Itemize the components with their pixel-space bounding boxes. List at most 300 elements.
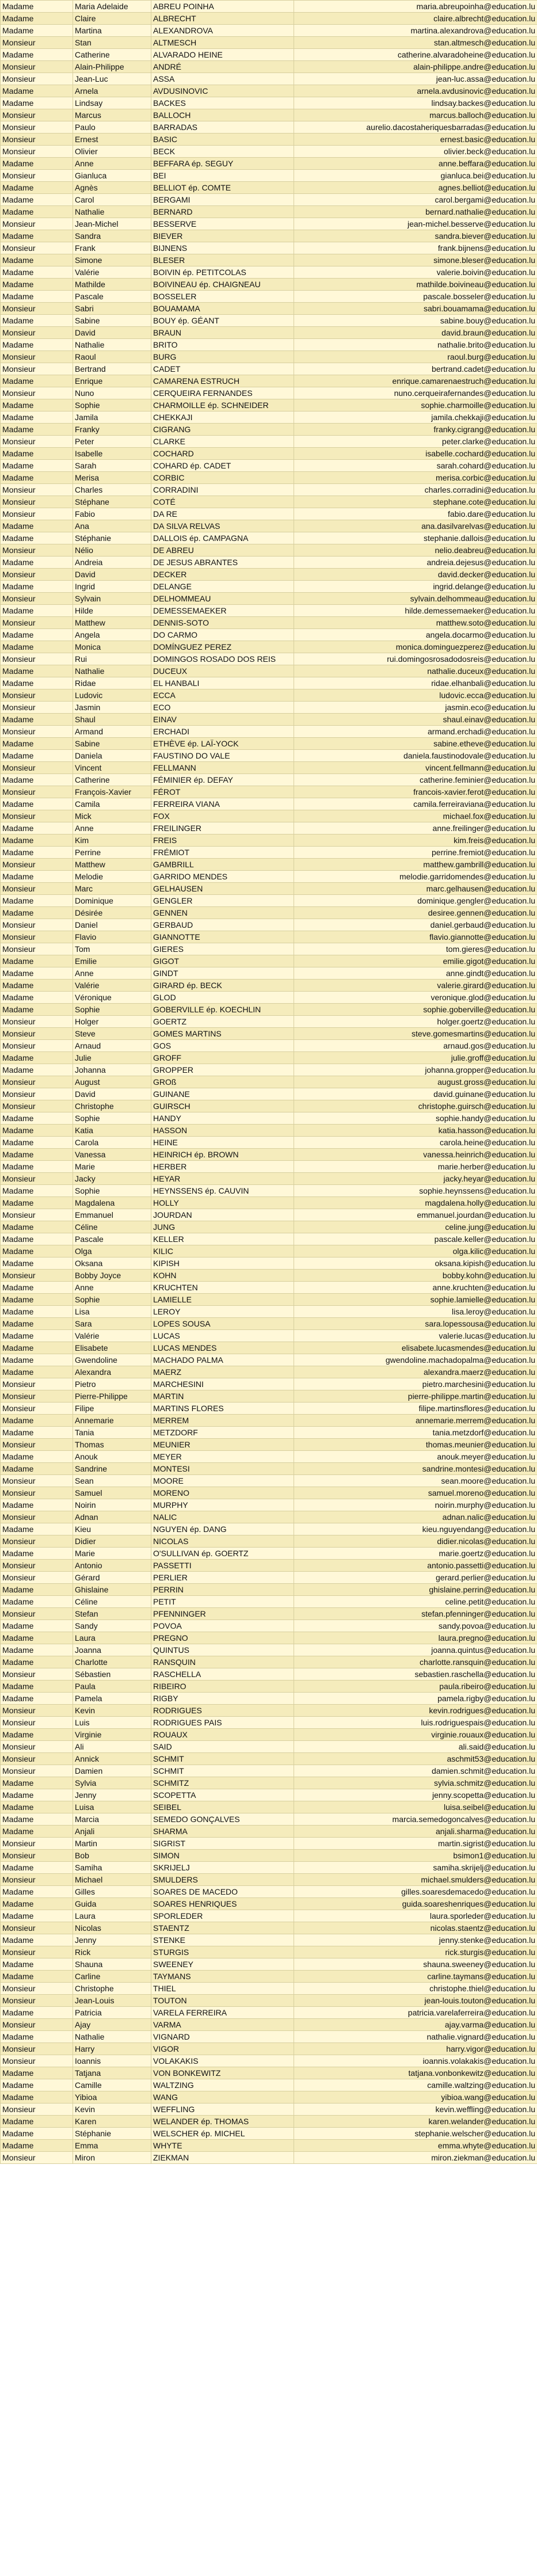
email-cell: franky.cigrang@education.lu [294,424,537,436]
table-row [1,883,537,895]
salutation-cell: Monsieur [1,146,73,158]
salutation-cell: Madame [1,1318,73,1330]
last-name-cell: PASSETTI [151,1560,294,1572]
salutation-cell: Madame [1,1451,73,1463]
last-name-cell: GENNEN [151,907,294,919]
email-cell: olga.kilic@education.lu [294,1245,537,1257]
table-row [1,943,537,955]
email-cell: emilie.gigot@education.lu [294,955,537,967]
first-name-cell: Pierre-Philippe [73,1390,151,1403]
salutation-cell: Madame [1,460,73,472]
last-name-cell: QUINTUS [151,1644,294,1656]
table-row [1,109,537,121]
last-name-cell: DENNIS-SOTO [151,617,294,629]
table-row [1,508,537,520]
first-name-cell: Marcus [73,109,151,121]
first-name-cell: Raoul [73,351,151,363]
table-row [1,2140,537,2152]
table-row [1,641,537,653]
email-cell: julie.groff@education.lu [294,1052,537,1064]
salutation-cell: Monsieur [1,810,73,822]
email-cell: antonio.passetti@education.lu [294,1560,537,1572]
email-cell: carola.heine@education.lu [294,1137,537,1149]
email-cell: christophe.guirsch@education.lu [294,1100,537,1112]
first-name-cell: Pascale [73,1233,151,1245]
email-cell: jenny.stenke@education.lu [294,1934,537,1946]
table-row [1,472,537,484]
first-name-cell: Bob [73,1850,151,1862]
salutation-cell: Monsieur [1,109,73,121]
last-name-cell: BOSSELER [151,291,294,303]
last-name-cell: DOMÍNGUEZ PEREZ [151,641,294,653]
salutation-cell: Monsieur [1,1511,73,1523]
email-cell: sandra.biever@education.lu [294,230,537,242]
salutation-cell: Monsieur [1,363,73,375]
last-name-cell: KRUCHTEN [151,1282,294,1294]
email-cell: kevin.rodrigues@education.lu [294,1705,537,1717]
email-cell: sarah.cohard@education.lu [294,460,537,472]
email-cell: sophie.charmoille@education.lu [294,399,537,411]
first-name-cell: Katia [73,1125,151,1137]
last-name-cell: GIERES [151,943,294,955]
last-name-cell: BOIVINEAU ép. CHAIGNEAU [151,279,294,291]
first-name-cell: Emma [73,2140,151,2152]
last-name-cell: GUIRSCH [151,1100,294,1112]
table-row [1,375,537,387]
email-cell: michael.smulders@education.lu [294,1874,537,1886]
first-name-cell: Gwendoline [73,1354,151,1366]
last-name-cell: SKRIJELJ [151,1862,294,1874]
first-name-cell: Sabine [73,738,151,750]
table-row [1,1270,537,1282]
last-name-cell: FREILINGER [151,822,294,834]
table-row [1,1257,537,1270]
salutation-cell: Madame [1,1632,73,1644]
first-name-cell: Julie [73,1052,151,1064]
first-name-cell: Sylvain [73,593,151,605]
email-cell: ernest.basic@education.lu [294,134,537,146]
table-row [1,1826,537,1838]
table-row [1,2055,537,2067]
salutation-cell: Madame [1,677,73,689]
table-row [1,689,537,702]
email-cell: ana.dasilvarelvas@education.lu [294,520,537,532]
salutation-cell: Madame [1,194,73,206]
table-row [1,291,537,303]
first-name-cell: Joanna [73,1644,151,1656]
email-cell: ridae.elhanbali@education.lu [294,677,537,689]
email-cell: frank.bijnens@education.lu [294,242,537,254]
salutation-cell: Madame [1,1596,73,1608]
salutation-cell: Madame [1,158,73,170]
salutation-cell: Monsieur [1,303,73,315]
salutation-cell: Monsieur [1,1874,73,1886]
salutation-cell: Monsieur [1,1560,73,1572]
first-name-cell: Christophe [73,1100,151,1112]
first-name-cell: Ana [73,520,151,532]
table-row [1,919,537,931]
salutation-cell: Madame [1,2031,73,2043]
table-row [1,1016,537,1028]
first-name-cell: Isabelle [73,448,151,460]
first-name-cell: Damien [73,1765,151,1777]
email-cell: harry.vigor@education.lu [294,2043,537,2055]
email-cell: ali.said@education.lu [294,1741,537,1753]
table-row [1,49,537,61]
table-row [1,1934,537,1946]
email-cell: peter.clarke@education.lu [294,436,537,448]
table-row [1,665,537,677]
last-name-cell: FERREIRA VIANA [151,798,294,810]
salutation-cell: Madame [1,895,73,907]
email-cell: celine.jung@education.lu [294,1221,537,1233]
last-name-cell: WELSCHER ép. MICHEL [151,2128,294,2140]
last-name-cell: DECKER [151,569,294,581]
last-name-cell: COHARD ép. CADET [151,460,294,472]
salutation-cell: Madame [1,992,73,1004]
last-name-cell: GINDT [151,967,294,980]
salutation-cell: Madame [1,798,73,810]
table-row [1,1378,537,1390]
last-name-cell: SMULDERS [151,1874,294,1886]
salutation-cell: Madame [1,1330,73,1342]
table-row [1,387,537,399]
last-name-cell: BECK [151,146,294,158]
last-name-cell: BLESER [151,254,294,266]
table-row [1,834,537,847]
first-name-cell: Laura [73,1632,151,1644]
email-cell: stephanie.dallois@education.lu [294,532,537,544]
first-name-cell: Martin [73,1838,151,1850]
email-cell: maria.abreupoinha@education.lu [294,1,537,13]
email-cell: desiree.gennen@education.lu [294,907,537,919]
salutation-cell: Madame [1,1729,73,1741]
table-row [1,1596,537,1608]
table-row [1,2116,537,2128]
last-name-cell: CHEKKAJI [151,411,294,424]
email-cell: laura.pregno@education.lu [294,1632,537,1644]
first-name-cell: Catherine [73,774,151,786]
email-cell: ludovic.ecca@education.lu [294,689,537,702]
email-cell: daniel.gerbaud@education.lu [294,919,537,931]
email-cell: anne.beffara@education.lu [294,158,537,170]
salutation-cell: Madame [1,1427,73,1439]
email-cell: laura.sporleder@education.lu [294,1910,537,1922]
last-name-cell: SEMEDO GONÇALVES [151,1813,294,1826]
first-name-cell: Catherine [73,49,151,61]
last-name-cell: NGUYEN ép. DANG [151,1523,294,1535]
last-name-cell: SHARMA [151,1826,294,1838]
last-name-cell: SAID [151,1741,294,1753]
email-cell: ingrid.delange@education.lu [294,581,537,593]
last-name-cell: BERNARD [151,206,294,218]
first-name-cell: Rick [73,1946,151,1958]
email-cell: jean-michel.besserve@education.lu [294,218,537,230]
email-cell: valerie.girard@education.lu [294,980,537,992]
email-cell: martin.sigrist@education.lu [294,1838,537,1850]
last-name-cell: GARRIDO MENDES [151,871,294,883]
salutation-cell: Madame [1,1898,73,1910]
email-cell: simone.bleser@education.lu [294,254,537,266]
salutation-cell: Monsieur [1,617,73,629]
table-row [1,1499,537,1511]
email-cell: celine.petit@education.lu [294,1596,537,1608]
table-row [1,1342,537,1354]
first-name-cell: Rui [73,653,151,665]
email-cell: august.gross@education.lu [294,1076,537,1088]
first-name-cell: Marcia [73,1813,151,1826]
first-name-cell: Filipe [73,1403,151,1415]
salutation-cell: Monsieur [1,37,73,49]
table-row [1,1535,537,1548]
salutation-cell: Madame [1,1306,73,1318]
first-name-cell: Enrique [73,375,151,387]
email-cell: alexandra.maerz@education.lu [294,1366,537,1378]
email-cell: isabelle.cochard@education.lu [294,448,537,460]
last-name-cell: EL HANBALI [151,677,294,689]
email-cell: olivier.beck@education.lu [294,146,537,158]
table-row [1,726,537,738]
first-name-cell: Désirée [73,907,151,919]
last-name-cell: SPORLEDER [151,1910,294,1922]
email-cell: jean-luc.assa@education.lu [294,73,537,85]
table-row [1,1209,537,1221]
email-cell: marie.herber@education.lu [294,1161,537,1173]
salutation-cell: Madame [1,847,73,859]
first-name-cell: Fabio [73,508,151,520]
table-row [1,1245,537,1257]
email-cell: nathalie.brito@education.lu [294,339,537,351]
last-name-cell: BRAUN [151,327,294,339]
table-row [1,1838,537,1850]
first-name-cell: Samiha [73,1862,151,1874]
first-name-cell: Ajay [73,2019,151,2031]
last-name-cell: GAMBRILL [151,859,294,871]
first-name-cell: Sophie [73,1294,151,1306]
last-name-cell: BOUY ép. GÉANT [151,315,294,327]
salutation-cell: Madame [1,1656,73,1668]
first-name-cell: Jacky [73,1173,151,1185]
salutation-cell: Madame [1,774,73,786]
email-cell: charles.corradini@education.lu [294,484,537,496]
table-row [1,762,537,774]
email-cell: sophie.heynssens@education.lu [294,1185,537,1197]
first-name-cell: Carola [73,1137,151,1149]
table-row [1,557,537,569]
table-row [1,158,537,170]
first-name-cell: Ridae [73,677,151,689]
table-row [1,774,537,786]
first-name-cell: Holger [73,1016,151,1028]
table-row [1,822,537,834]
last-name-cell: FELLMANN [151,762,294,774]
salutation-cell: Madame [1,266,73,279]
table-row [1,363,537,375]
first-name-cell: Harry [73,2043,151,2055]
first-name-cell: Sophie [73,1112,151,1125]
last-name-cell: WALTZING [151,2079,294,2091]
first-name-cell: Kieu [73,1523,151,1535]
table-row [1,2019,537,2031]
table-row [1,1995,537,2007]
last-name-cell: ETHÈVE ép. LAÏ-YOCK [151,738,294,750]
salutation-cell: Madame [1,1958,73,1971]
email-cell: perrine.fremiot@education.lu [294,847,537,859]
last-name-cell: BIJNENS [151,242,294,254]
last-name-cell: SIGRIST [151,1838,294,1850]
email-cell: sabri.bouamama@education.lu [294,303,537,315]
salutation-cell: Madame [1,1282,73,1294]
first-name-cell: Sabri [73,303,151,315]
email-cell: steve.gomesmartins@education.lu [294,1028,537,1040]
table-row [1,1439,537,1451]
table-row [1,1958,537,1971]
last-name-cell: GOS [151,1040,294,1052]
salutation-cell: Madame [1,1886,73,1898]
email-cell: hilde.demessemaeker@education.lu [294,605,537,617]
last-name-cell: SIMON [151,1850,294,1862]
first-name-cell: Jenny [73,1934,151,1946]
email-cell: ajay.varma@education.lu [294,2019,537,2031]
salutation-cell: Madame [1,557,73,569]
salutation-cell: Monsieur [1,242,73,254]
email-cell: jasmin.eco@education.lu [294,702,537,714]
last-name-cell: FAUSTINO DO VALE [151,750,294,762]
first-name-cell: Merisa [73,472,151,484]
table-row [1,1197,537,1209]
first-name-cell: Ingrid [73,581,151,593]
salutation-cell: Madame [1,182,73,194]
table-row [1,581,537,593]
first-name-cell: Nathalie [73,2031,151,2043]
first-name-cell: Arnela [73,85,151,97]
salutation-cell: Madame [1,2007,73,2019]
salutation-cell: Madame [1,1644,73,1656]
table-row [1,1318,537,1330]
last-name-cell: DA SILVA RELVAS [151,520,294,532]
last-name-cell: PERLIER [151,1572,294,1584]
table-row [1,1366,537,1378]
table-row [1,1741,537,1753]
email-cell: pascale.bosseler@education.lu [294,291,537,303]
table-row [1,424,537,436]
last-name-cell: LUCAS [151,1330,294,1342]
table-row [1,617,537,629]
last-name-cell: GIGOT [151,955,294,967]
email-cell: sophie.handy@education.lu [294,1112,537,1125]
table-row [1,955,537,967]
table-row [1,569,537,581]
first-name-cell: Stéphanie [73,532,151,544]
first-name-cell: Nicolas [73,1922,151,1934]
email-cell: anne.kruchten@education.lu [294,1282,537,1294]
email-cell: virginie.rouaux@education.lu [294,1729,537,1741]
last-name-cell: DE JESUS ABRANTES [151,557,294,569]
first-name-cell: Yibioa [73,2091,151,2104]
last-name-cell: BERGAMI [151,194,294,206]
table-row [1,1052,537,1064]
last-name-cell: TOUTON [151,1995,294,2007]
last-name-cell: JOURDAN [151,1209,294,1221]
first-name-cell: Thomas [73,1439,151,1451]
first-name-cell: Vincent [73,762,151,774]
last-name-cell: SEIBEL [151,1801,294,1813]
salutation-cell: Monsieur [1,1850,73,1862]
salutation-cell: Monsieur [1,1076,73,1088]
first-name-cell: Valérie [73,1330,151,1342]
table-row [1,1862,537,1874]
first-name-cell: Tom [73,943,151,955]
last-name-cell: STAENTZ [151,1922,294,1934]
salutation-cell: Madame [1,1125,73,1137]
table-row [1,1753,537,1765]
salutation-cell: Madame [1,399,73,411]
last-name-cell: CERQUEIRA FERNANDES [151,387,294,399]
salutation-cell: Madame [1,665,73,677]
table-row [1,2007,537,2019]
first-name-cell: Shauna [73,1958,151,1971]
table-row [1,218,537,230]
email-cell: marcia.semedogoncalves@education.lu [294,1813,537,1826]
table-row [1,25,537,37]
email-cell: stephane.cote@education.lu [294,496,537,508]
email-cell: magdalena.holly@education.lu [294,1197,537,1209]
table-row [1,1644,537,1656]
table-row [1,1330,537,1342]
salutation-cell: Madame [1,822,73,834]
salutation-cell: Monsieur [1,1741,73,1753]
table-row [1,1632,537,1644]
email-cell: rui.domingosrosadodosreis@education.lu [294,653,537,665]
first-name-cell: Gérard [73,1572,151,1584]
first-name-cell: Sandy [73,1620,151,1632]
salutation-cell: Madame [1,871,73,883]
email-cell: guida.soareshenriques@education.lu [294,1898,537,1910]
last-name-cell: RANSQUIN [151,1656,294,1668]
table-row [1,1777,537,1789]
last-name-cell: RIGBY [151,1693,294,1705]
table-row [1,931,537,943]
table-row [1,1874,537,1886]
last-name-cell: FÉMINIER ép. DEFAY [151,774,294,786]
salutation-cell: Monsieur [1,1983,73,1995]
email-cell: annemarie.merrem@education.lu [294,1415,537,1427]
email-cell: alain-philippe.andre@education.lu [294,61,537,73]
last-name-cell: FREIS [151,834,294,847]
first-name-cell: Kevin [73,2104,151,2116]
table-row [1,496,537,508]
table-row [1,1789,537,1801]
last-name-cell: PETIT [151,1596,294,1608]
first-name-cell: Steve [73,1028,151,1040]
email-cell: sara.lopessousa@education.lu [294,1318,537,1330]
first-name-cell: Anne [73,158,151,170]
salutation-cell: Madame [1,25,73,37]
table-row [1,1028,537,1040]
salutation-cell: Monsieur [1,883,73,895]
last-name-cell: ECO [151,702,294,714]
email-cell: filipe.martinsflores@education.lu [294,1403,537,1415]
salutation-cell: Madame [1,472,73,484]
last-name-cell: DE ABREU [151,544,294,557]
salutation-cell: Madame [1,254,73,266]
table-row [1,182,537,194]
first-name-cell: Sophie [73,399,151,411]
email-cell: flavio.giannotte@education.lu [294,931,537,943]
last-name-cell: DUCEUX [151,665,294,677]
last-name-cell: GROß [151,1076,294,1088]
table-row [1,1076,537,1088]
